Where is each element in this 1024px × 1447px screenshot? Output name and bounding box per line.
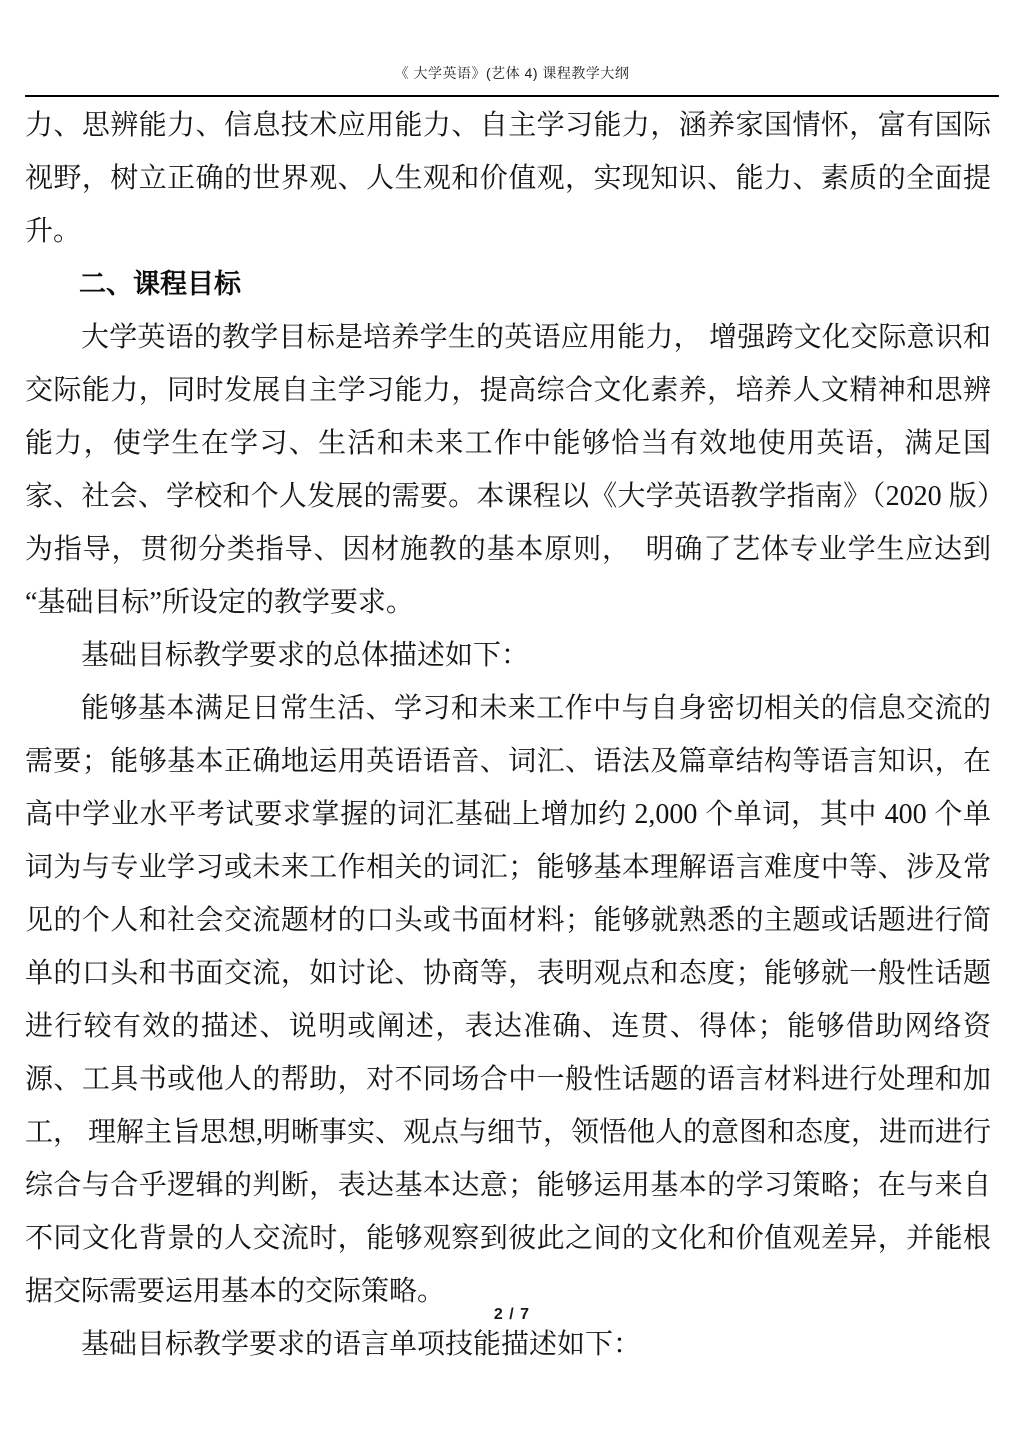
paragraph-overall-requirements-intro: 基础目标教学要求的总体描述如下：	[81, 640, 530, 671]
header-rule	[25, 95, 999, 97]
document-header-title: 《 大学英语》(艺体 4) 课程教学大纲	[394, 65, 630, 81]
section-heading-course-objectives: 二、课程目标	[79, 269, 241, 299]
paragraph-course-objectives: 大学英语的教学目标是培养学生的英语应用能力， 增强跨文化交际意识和交际能力，同时发展自主学习能力，提高综合文化素养，培养人文精神和思辨能力，使学生在学习、生活和未来工作中能够恰当有效地使用英语，满足国家、社会、学校和个人发展的需要。本课程以《大学英语教学指南》（2020 版）为指导，贯彻分类指导、因材施教的基本原则， 明确了艺体专业学生应达到“基础目标”所设定的教学要求。	[25, 322, 991, 618]
paragraph-language-skills-intro: 基础目标教学要求的语言单项技能描述如下：	[81, 1329, 642, 1360]
document-body	[25, 99, 991, 1371]
page-number: 2 / 7	[493, 1306, 531, 1323]
paragraph-overall-requirements-description: 能够基本满足日常生活、学习和未来工作中与自身密切相关的信息交流的需要；能够基本正确地运用英语语音、词汇、语法及篇章结构等语言知识，在高中学业水平考试要求掌握的词汇基础上增加约 2,000 个单词，其中 400 个单词为与专业学习或未来工作相关的词汇；能够基本理解语言难度中等、涉及常见的个人和社会交流题材的口头或书面材料；能够就熟悉的主题或话题进行简单的口头和书面交流，如讨论、协商等，表明观点和态度；能够就一般性话题进行较有效的描述、说明或阐述，表达准确、连贯、得体；能够借助网络资源、工具书或他人的帮助，对不同场合中一般性话题的语言材料进行处理和加工， 理解主旨思想,明晰事实、观点与细节，领悟他人的意图和态度，进而进行综合与合乎逻辑的判断，表达基本达意；能够运用基本的学习策略；在与来自不同文化背景的人交流时，能够观察到彼此之间的文化和价值观差异，并能根据交际需要运用基本的交际策略。	[25, 693, 992, 1307]
paragraph-continuation-abilities: 力、思辨能力、信息技术应用能力、自主学习能力，涵养家国情怀，富有国际视野，树立正确的世界观、人生观和价值观，实现知识、能力、素质的全面提升。	[25, 110, 991, 247]
